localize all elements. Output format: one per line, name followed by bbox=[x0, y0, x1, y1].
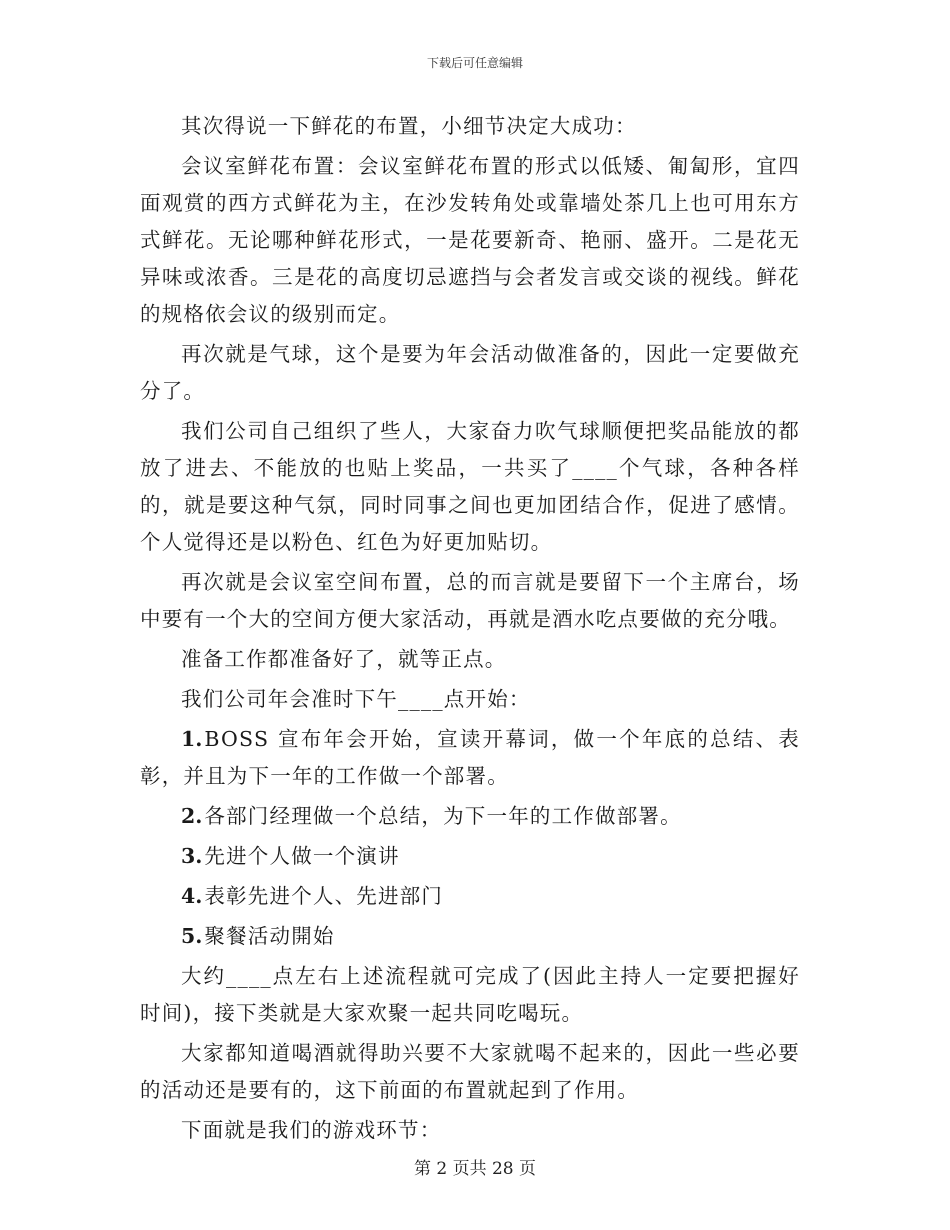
paragraph-balloons: 再次就是气球，这个是要为年会活动做准备的，因此一定要做充分了。 bbox=[140, 342, 800, 403]
paragraph-balloon-team: 我们公司自己组织了些人，大家奋力吹气球顺便把奖品能放的都放了进去、不能放的也贴上奖品，一共买了____个气球，各种各样的，就是要这种气氛，同时同事之间也更加团结合作，促进了感情。个人觉得还是以粉色、红色为好更加贴切。 bbox=[140, 419, 800, 554]
list-number: 3. bbox=[181, 844, 203, 868]
paragraph-flower-layout: 会议室鲜花布置：会议室鲜花布置的形式以低矮、匍匐形，宜四面观赏的西方式鲜花为主，在沙发转角处或靠墙处茶几上也可用东方式鲜花。无论哪种鲜花形式，一是花要新奇、艳丽、盛开。二是花无异味或浓香。三是花的高度切忌遮挡与会者发言或交谈的视线。鲜花的规格依会议的级别而定。 bbox=[140, 154, 800, 326]
list-item bbox=[140, 721, 800, 795]
list-text: 表彰先进个人、先进部门 bbox=[204, 884, 444, 908]
list-text: 先进个人做一个演讲 bbox=[204, 844, 400, 868]
list-text: 聚餐活动開始 bbox=[204, 924, 335, 948]
page-footer: 第 2 页共 28 页 bbox=[413, 1159, 537, 1179]
document-body bbox=[140, 108, 800, 1152]
paragraph-start-time: 我们公司年会准时下午____点开始： bbox=[181, 687, 531, 711]
list-item bbox=[140, 918, 800, 955]
list-item bbox=[140, 798, 800, 835]
paragraph-room-layout: 再次就是会议室空间布置，总的而言就是要留下一个主席台，场中要有一个大的空间方便大家活动，再就是酒水吃点要做的充分哦。 bbox=[140, 570, 800, 631]
list-number: 4. bbox=[181, 884, 203, 908]
list-item bbox=[140, 878, 800, 915]
page-header: 下载后可任意编辑 bbox=[426, 56, 523, 70]
paragraph-after-program: 大约____点左右上述流程就可完成了(因此主持人一定要把握好时间)，接下类就是大家欢聚一起共同吃喝玩。 bbox=[140, 964, 800, 1025]
list-number: 2. bbox=[181, 804, 203, 828]
paragraph-ready: 准备工作都准备好了，就等正点。 bbox=[181, 647, 507, 671]
paragraph-flower-intro: 其次得说一下鲜花的布置，小细节决定大成功： bbox=[181, 114, 637, 138]
list-number: 5. bbox=[181, 924, 203, 948]
list-text: BOSS 宣布年会开始，宣读开幕词，做一个年底的总结、表彰，并且为下一年的工作做一个部署。 bbox=[140, 727, 800, 788]
paragraph-drinking: 大家都知道喝酒就得助兴要不大家就喝不起来的，因此一些必要的活动还是要有的，这下前面的布置就起到了作用。 bbox=[140, 1041, 800, 1102]
list-text: 各部门经理做一个总结，为下一年的工作做部署。 bbox=[204, 804, 682, 828]
list-number: 1. bbox=[181, 727, 203, 751]
list-item bbox=[140, 838, 800, 875]
paragraph-games-intro: 下面就是我们的游戏环节： bbox=[181, 1118, 442, 1142]
